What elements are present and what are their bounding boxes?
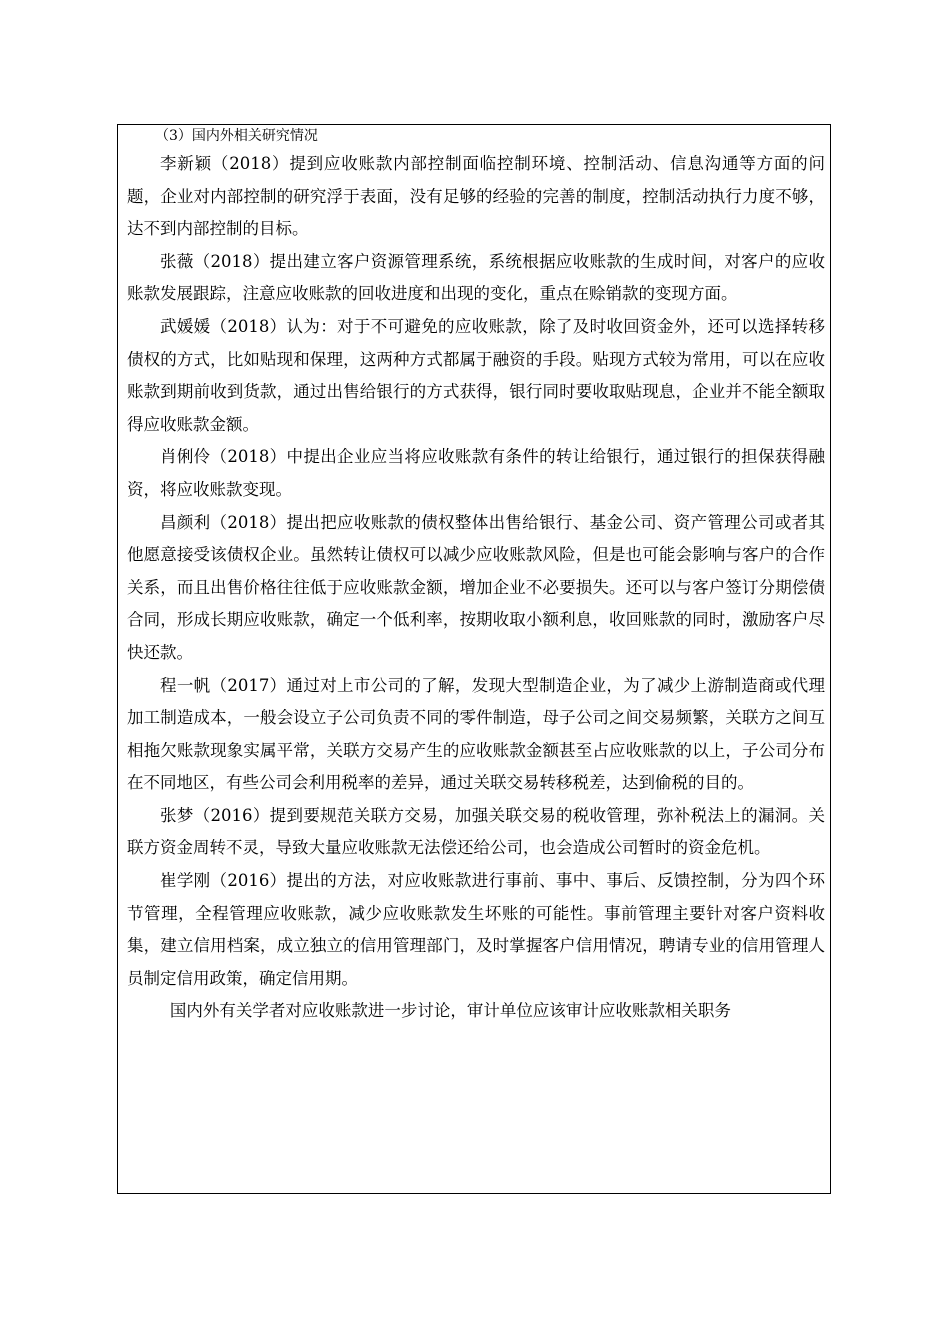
paragraph-zhang-meng: 张梦（2016）提到要规范关联方交易，加强关联交易的税收管理，弥补税法上的漏洞。关联方资金周转不灵，导致大量应收账款无法偿还给公司，也会造成公司暂时的资金危机。 (127, 805, 825, 858)
trailing-line: 国内外有关学者对应收账款进一步讨论，审计单位应该审计应收账款相关职务 (169, 1001, 731, 1021)
table-bottom-rule (117, 1193, 831, 1194)
paragraph-xiao-liling: 肖俐伶（2018）中提出企业应当将应收账款有条件的转让给银行，通过银行的担保获得融资，将应收账款变现。 (127, 447, 825, 499)
section-heading: （3）国内外相关研究情况 (155, 128, 318, 144)
paragraph-cheng-yifan: 程一帆（2017）通过对上市公司的了解，发现大型制造企业，为了减少上游制造商或代理加工制造成本，一般会设立子公司负责不同的零件制造，母子公司之间交易频繁，关联方之间互相拖欠账款现象实属平常，关联方交易产生的应收账款金额甚至占应收账款的以上，子公司分布在不同地区，有些公司会利用税率的差异，通过关联交易转移税差，达到偷税的目的。 (127, 675, 825, 793)
paragraph-chang-yanli: 昌颜利（2018）提出把应收账款的债权整体出售给银行、基金公司、资产管理公司或者其他愿意接受该债权企业。虽然转让债权可以减少应收账款风险，但是也可能会影响与客户的合作关系，而且出售价格往往低于应收账款金额，增加企业不必要损失。还可以与客户签订分期偿债合同，形成长期应收账款，确定一个低利率，按期收取小额利息，收回账款的同时，激励客户尽快还款。 (127, 512, 825, 662)
paragraph-zhang-wei: 张薇（2018）提出建立客户资源管理系统，系统根据应收账款的生成时间，对客户的应收账款发展跟踪，注意应收账款的回收进度和出现的变化，重点在赊销款的变现方面。 (127, 251, 825, 304)
document-body (127, 124, 825, 1028)
paragraph-li-xinying: 李新颖（2018）提到应收账款内部控制面临控制环境、控制活动、信息沟通等方面的问题，企业对内部控制的研究浮于表面，没有足够的经验的完善的制度，控制活动执行力度不够，达不到内部控制的目标。 (127, 154, 825, 239)
paragraph-cui-xuegang: 崔学刚（2016）提出的方法，对应收账款进行事前、事中、事后、反馈控制，分为四个环节管理，全程管理应收账款，减少应收账款发生坏账的可能性。事前管理主要针对客户资料收集，建立信用档案，成立独立的信用管理部门，及时掌握客户信用情况，聘请专业的信用管理人员制定信用政策，确定信用期。 (127, 871, 825, 988)
paragraph-wu-yuanyuan: 武媛媛（2018）认为：对于不可避免的应收账款，除了及时收回资金外，还可以选择转移债权的方式，比如贴现和保理，这两种方式都属于融资的手段。贴现方式较为常用，可以在应收账款到期前收到货款，通过出售给银行的方式获得，银行同时要收取贴现息，企业并不能全额取得应收账款金额。 (127, 316, 825, 434)
